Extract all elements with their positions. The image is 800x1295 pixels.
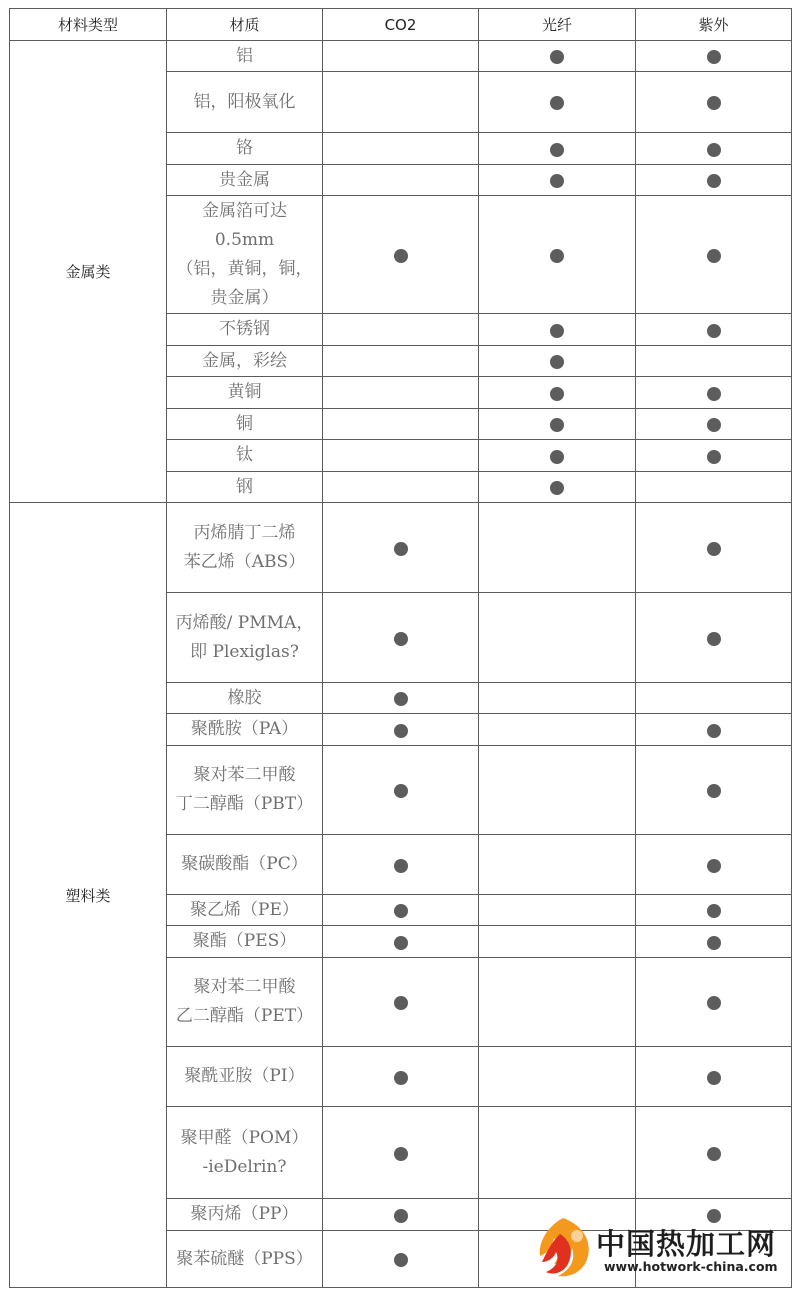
co2-cell <box>323 503 479 593</box>
uv-cell <box>636 746 792 835</box>
compatibility-table <box>9 8 792 1288</box>
material-cell: 黄铜 <box>167 377 323 409</box>
supported-dot-icon <box>707 324 721 338</box>
fiber-cell <box>479 314 636 346</box>
co2-cell <box>323 440 479 472</box>
co2-cell <box>323 1199 479 1231</box>
co2-cell <box>323 409 479 440</box>
uv-cell <box>636 72 792 133</box>
uv-cell <box>636 835 792 895</box>
supported-dot-icon <box>550 249 564 263</box>
uv-cell <box>636 1047 792 1107</box>
supported-dot-icon <box>550 324 564 338</box>
supported-dot-icon <box>394 632 408 646</box>
co2-cell <box>323 593 479 683</box>
supported-dot-icon <box>394 542 408 556</box>
supported-dot-icon <box>394 1147 408 1161</box>
material-cell: 铬 <box>167 133 323 165</box>
co2-cell <box>323 926 479 958</box>
material-cell: 聚酯（PES） <box>167 926 323 958</box>
co2-cell <box>323 41 479 72</box>
uv-cell <box>636 196 792 314</box>
uv-cell <box>636 958 792 1047</box>
material-cell: 钛 <box>167 440 323 472</box>
uv-cell <box>636 683 792 714</box>
material-cell: 聚对苯二甲酸 乙二醇酯（PET） <box>167 958 323 1047</box>
flame-logo-icon <box>530 1214 596 1280</box>
material-cell: 聚苯硫醚（PPS） <box>167 1231 323 1288</box>
header-uv: 紫外 <box>636 9 792 41</box>
uv-cell <box>636 133 792 165</box>
fiber-cell <box>479 835 636 895</box>
supported-dot-icon <box>707 450 721 464</box>
uv-cell <box>636 409 792 440</box>
co2-cell <box>323 1231 479 1288</box>
co2-cell <box>323 714 479 746</box>
fiber-cell <box>479 72 636 133</box>
supported-dot-icon <box>550 387 564 401</box>
fiber-cell <box>479 1047 636 1107</box>
co2-cell <box>323 72 479 133</box>
fiber-cell <box>479 1107 636 1199</box>
material-cell: 聚酰亚胺（PI） <box>167 1047 323 1107</box>
co2-cell <box>323 746 479 835</box>
co2-cell <box>323 314 479 346</box>
supported-dot-icon <box>707 1147 721 1161</box>
supported-dot-icon <box>394 724 408 738</box>
fiber-cell <box>479 133 636 165</box>
supported-dot-icon <box>394 859 408 873</box>
supported-dot-icon <box>707 1071 721 1085</box>
header-material: 材质 <box>167 9 323 41</box>
co2-cell <box>323 377 479 409</box>
co2-cell <box>323 196 479 314</box>
supported-dot-icon <box>707 632 721 646</box>
material-cell: 聚乙烯（PE） <box>167 895 323 926</box>
uv-cell <box>636 165 792 196</box>
material-cell: 橡胶 <box>167 683 323 714</box>
material-cell: 金属，彩绘 <box>167 346 323 377</box>
uv-cell <box>636 346 792 377</box>
supported-dot-icon <box>707 418 721 432</box>
material-cell: 聚酰胺（PA） <box>167 714 323 746</box>
supported-dot-icon <box>707 936 721 950</box>
material-cell: 聚甲醛（POM） -ieDelrin? <box>167 1107 323 1199</box>
watermark-name: 中国热加工网 <box>596 1227 777 1261</box>
supported-dot-icon <box>394 784 408 798</box>
table-body <box>10 41 792 1288</box>
supported-dot-icon <box>707 542 721 556</box>
uv-cell <box>636 926 792 958</box>
uv-cell <box>636 895 792 926</box>
supported-dot-icon <box>394 1253 408 1267</box>
co2-cell <box>323 895 479 926</box>
material-cell: 丙烯酸/ PMMA， 即 Plexiglas? <box>167 593 323 683</box>
co2-cell <box>323 165 479 196</box>
fiber-cell <box>479 377 636 409</box>
material-cell: 铝，阳极氧化 <box>167 72 323 133</box>
supported-dot-icon <box>394 1209 408 1223</box>
uv-cell <box>636 593 792 683</box>
supported-dot-icon <box>707 784 721 798</box>
supported-dot-icon <box>550 174 564 188</box>
fiber-cell <box>479 165 636 196</box>
fiber-cell <box>479 926 636 958</box>
fiber-cell <box>479 958 636 1047</box>
material-type-cell: 金属类 <box>10 41 167 503</box>
material-cell: 聚丙烯（PP） <box>167 1199 323 1231</box>
supported-dot-icon <box>394 996 408 1010</box>
material-cell: 贵金属 <box>167 165 323 196</box>
uv-cell <box>636 1107 792 1199</box>
supported-dot-icon <box>707 249 721 263</box>
uv-cell <box>636 314 792 346</box>
co2-cell <box>323 346 479 377</box>
header-material-type: 材料类型 <box>10 9 167 41</box>
co2-cell <box>323 683 479 714</box>
material-type-cell: 塑料类 <box>10 503 167 1288</box>
material-cell: 不锈钢 <box>167 314 323 346</box>
fiber-cell <box>479 746 636 835</box>
supported-dot-icon <box>550 143 564 157</box>
supported-dot-icon <box>394 249 408 263</box>
supported-dot-icon <box>550 50 564 64</box>
supported-dot-icon <box>707 387 721 401</box>
supported-dot-icon <box>550 355 564 369</box>
uv-cell <box>636 503 792 593</box>
supported-dot-icon <box>707 96 721 110</box>
uv-cell <box>636 41 792 72</box>
fiber-cell <box>479 895 636 926</box>
fiber-cell <box>479 346 636 377</box>
co2-cell <box>323 958 479 1047</box>
co2-cell <box>323 1047 479 1107</box>
fiber-cell <box>479 472 636 503</box>
supported-dot-icon <box>394 692 408 706</box>
supported-dot-icon <box>394 936 408 950</box>
watermark-url: www.hotwork-china.com <box>604 1259 778 1274</box>
co2-cell <box>323 835 479 895</box>
co2-cell <box>323 133 479 165</box>
fiber-cell <box>479 196 636 314</box>
material-cell: 聚对苯二甲酸 丁二醇酯（PBT） <box>167 746 323 835</box>
supported-dot-icon <box>707 174 721 188</box>
watermark <box>530 1214 792 1280</box>
supported-dot-icon <box>550 481 564 495</box>
co2-cell <box>323 472 479 503</box>
supported-dot-icon <box>707 143 721 157</box>
uv-cell <box>636 714 792 746</box>
material-cell: 金属箔可达 0.5mm （铝，黄铜，铜， 贵金属） <box>167 196 323 314</box>
supported-dot-icon <box>550 450 564 464</box>
table-row <box>10 503 792 593</box>
header-row <box>10 9 792 41</box>
material-cell: 铜 <box>167 409 323 440</box>
co2-cell <box>323 1107 479 1199</box>
header-fiber: 光纤 <box>479 9 636 41</box>
material-cell: 聚碳酸酯（PC） <box>167 835 323 895</box>
fiber-cell <box>479 593 636 683</box>
table-row <box>10 41 792 72</box>
fiber-cell <box>479 41 636 72</box>
uv-cell <box>636 377 792 409</box>
material-cell: 钢 <box>167 472 323 503</box>
material-cell: 铝 <box>167 41 323 72</box>
supported-dot-icon <box>394 904 408 918</box>
uv-cell <box>636 440 792 472</box>
supported-dot-icon <box>707 904 721 918</box>
fiber-cell <box>479 714 636 746</box>
material-cell: 丙烯腈丁二烯 苯乙烯（ABS） <box>167 503 323 593</box>
fiber-cell <box>479 503 636 593</box>
supported-dot-icon <box>707 996 721 1010</box>
supported-dot-icon <box>707 50 721 64</box>
fiber-cell <box>479 409 636 440</box>
uv-cell <box>636 472 792 503</box>
fiber-cell <box>479 683 636 714</box>
supported-dot-icon <box>550 96 564 110</box>
header-co2: CO2 <box>323 9 479 41</box>
supported-dot-icon <box>394 1071 408 1085</box>
supported-dot-icon <box>707 724 721 738</box>
supported-dot-icon <box>550 418 564 432</box>
supported-dot-icon <box>707 859 721 873</box>
fiber-cell <box>479 440 636 472</box>
